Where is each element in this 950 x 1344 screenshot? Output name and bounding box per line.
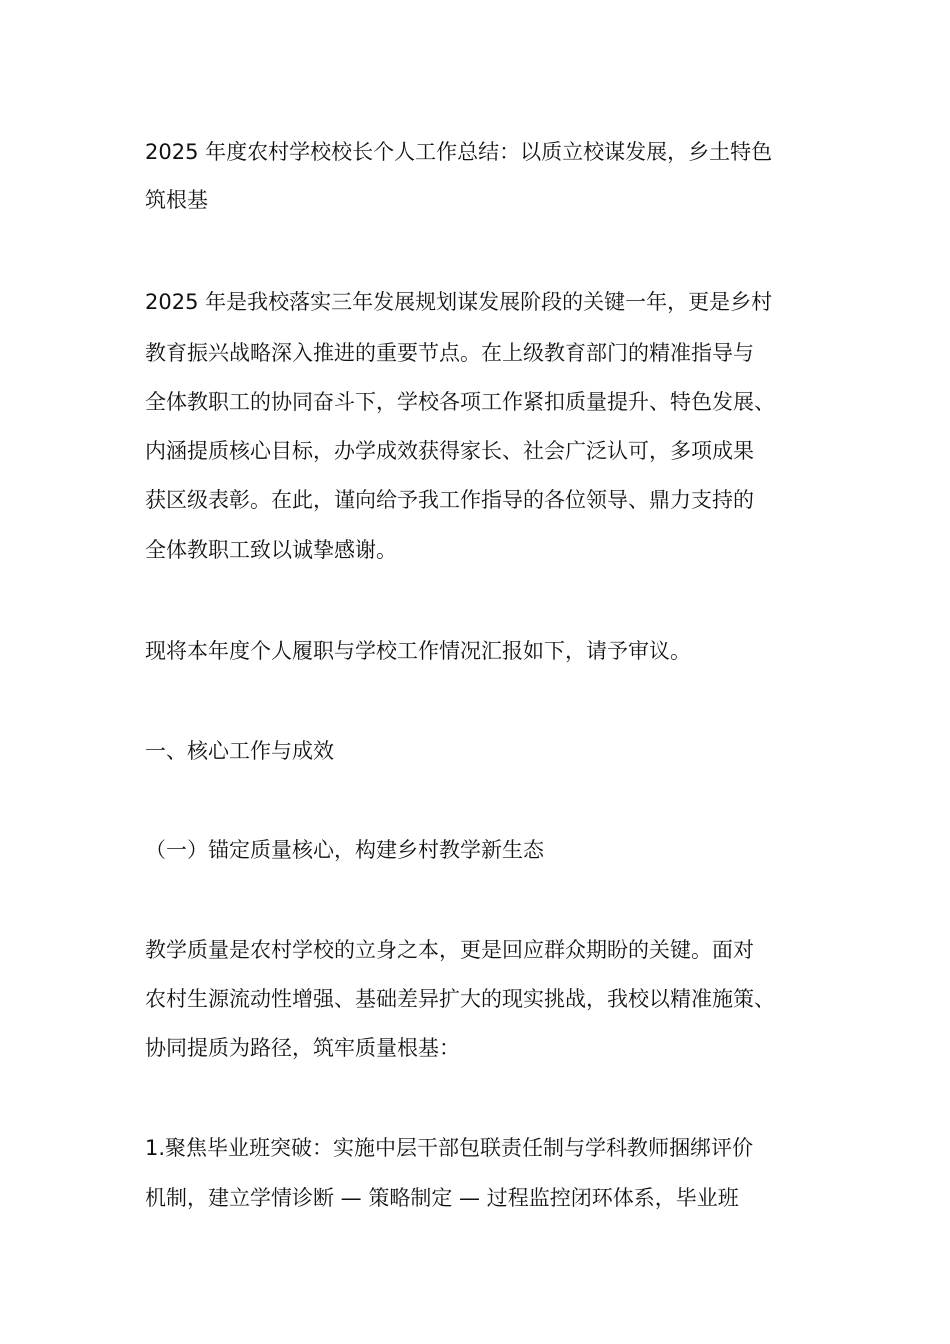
intro-line-3: 全体教职工的协同奋斗下，学校各项工作紧扣质量提升、特色发展、 <box>145 390 775 414</box>
title-line-2: 筑根基 <box>145 188 208 212</box>
item1-line-2: 机制，建立学情诊断 — 策略制定 — 过程监控闭环体系，毕业班 <box>145 1186 739 1210</box>
subsection-heading: （一）锚定质量核心，构建乡村教学新生态 <box>145 838 544 862</box>
intro-line-4: 内涵提质核心目标，办学成效获得家长、社会广泛认可，多项成果 <box>145 439 754 463</box>
section-heading: 一、核心工作与成效 <box>145 739 334 763</box>
quality-line-2: 农村生源流动性增强、基础差异扩大的现实挑战，我校以精准施策、 <box>145 987 775 1011</box>
title-line-1: 2025 年度农村学校校长个人工作总结：以质立校谋发展，乡土特色 <box>145 140 773 164</box>
item1-line-1: 1.聚焦毕业班突破：实施中层干部包联责任制与学科教师捆绑评价 <box>145 1136 754 1160</box>
quality-line-3: 协同提质为路径，筑牢质量根基： <box>145 1036 460 1060</box>
quality-line-1: 教学质量是农村学校的立身之本，更是回应群众期盼的关键。面对 <box>145 938 754 962</box>
intro-line-6: 全体教职工致以诚挚感谢。 <box>145 538 397 562</box>
report-line: 现将本年度个人履职与学校工作情况汇报如下，请予审议。 <box>145 639 691 663</box>
intro-line-2: 教育振兴战略深入推进的重要节点。在上级教育部门的精准指导与 <box>145 341 754 365</box>
intro-line-5: 获区级表彰。在此，谨向给予我工作指导的各位领导、鼎力支持的 <box>145 488 754 512</box>
intro-line-1: 2025 年是我校落实三年发展规划谋发展阶段的关键一年，更是乡村 <box>145 290 773 314</box>
